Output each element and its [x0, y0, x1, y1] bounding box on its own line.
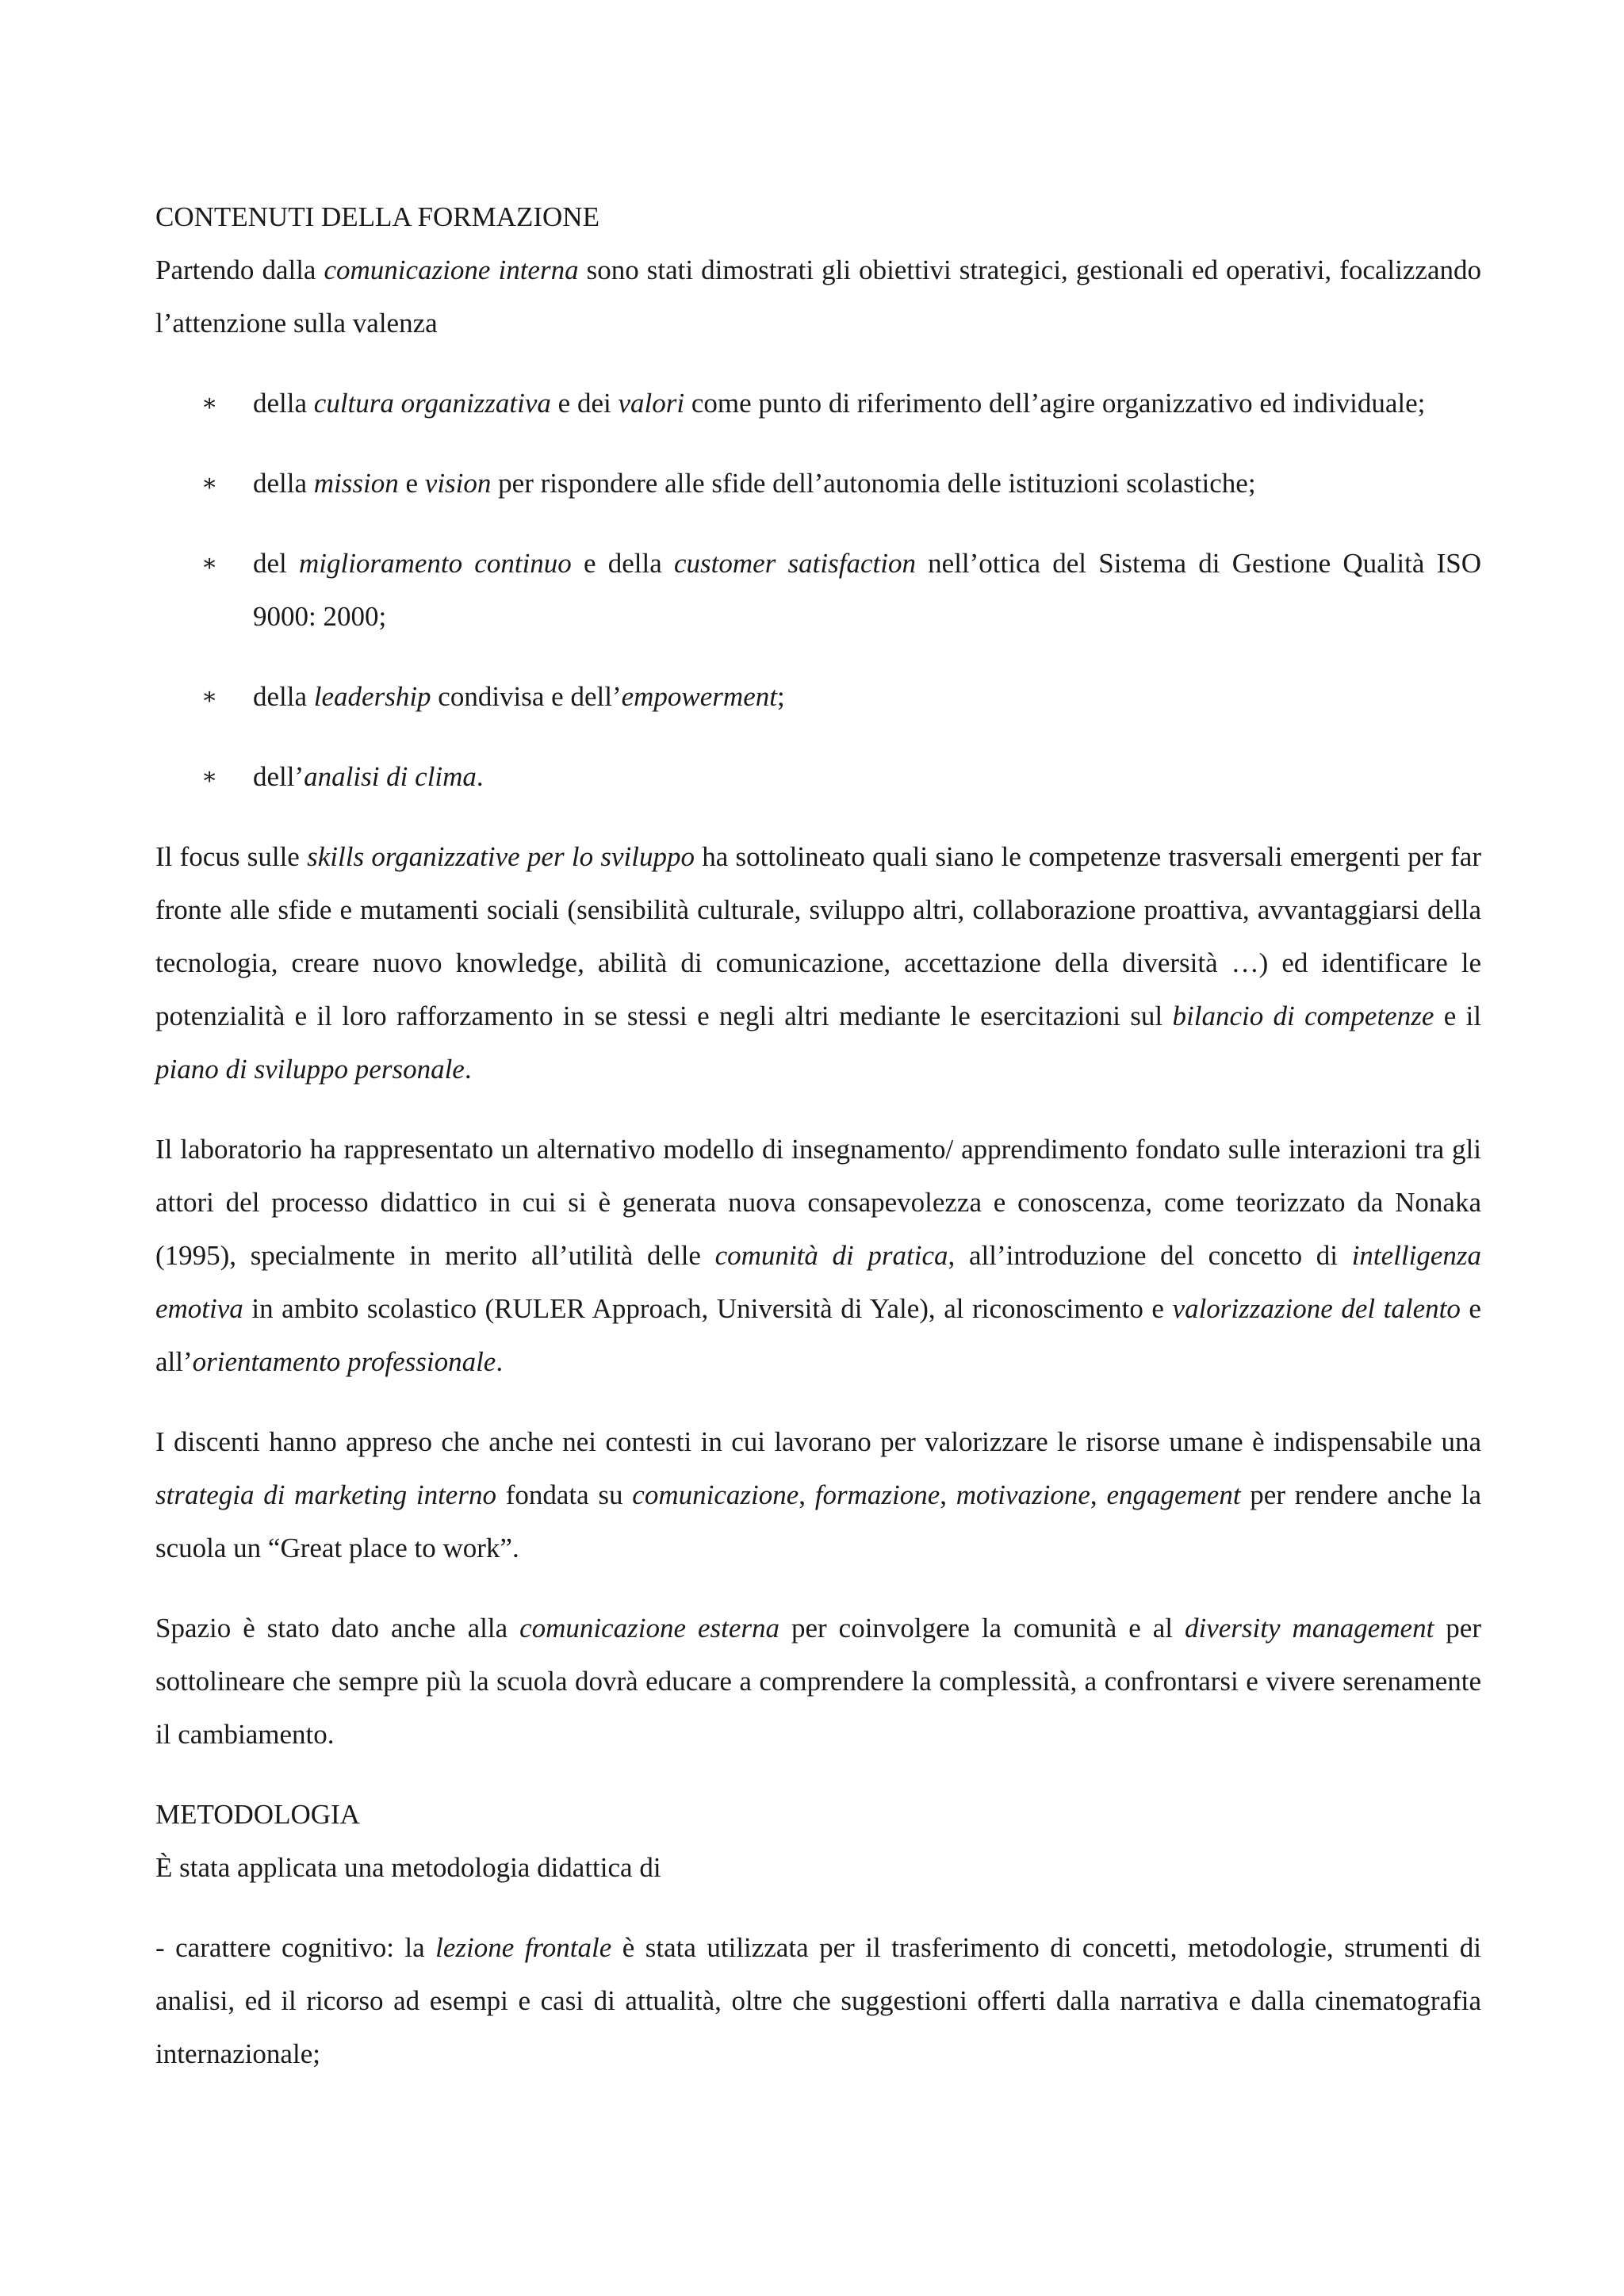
- bullet-text: [253, 681, 785, 712]
- text-run: e all’: [155, 1293, 1481, 1377]
- text-run: Il focus sulle: [155, 841, 308, 872]
- italic-run: valorizzazione del talento: [1172, 1293, 1461, 1324]
- italic-run: analisi di clima: [304, 761, 477, 792]
- asterisk-bullet-icon: ∗: [201, 390, 218, 416]
- bullet-item-cultura: [155, 377, 1481, 430]
- text-run: È stata applicata una metodologia didattica di: [155, 1852, 661, 1883]
- bullet-item-clima: [155, 750, 1481, 803]
- italic-run: bilancio di competenze: [1172, 1001, 1434, 1031]
- text-run: nell’ottica del Sistema di Gestione Qualità ISO 9000: 2000;: [253, 548, 1481, 632]
- text-run: dell’: [253, 761, 304, 792]
- text-run: e dei: [550, 388, 619, 419]
- text-run: per rispondere alle sfide dell’autonomia delle istituzioni scolastiche;: [491, 468, 1256, 499]
- text-run: e il: [1434, 1001, 1482, 1031]
- text-run: ha sottolineato quali siano le competenze trasversali emergenti per far fronte alle sfide e mutamenti sociali (sensibilità culturale, sviluppo altri, collaborazione proattiva, avvantaggiarsi della tecnologia, creare nuovo knowledge, abilità di comunicazione, accettazione della diversità …) ed identificare le potenzialità e il loro rafforzamento in se stessi e negli altri mediante le esercitazioni sul: [155, 841, 1481, 1031]
- text-run: ;: [776, 681, 785, 712]
- italic-run: orientamento professionale: [192, 1346, 496, 1377]
- text-run: ,: [799, 1479, 815, 1510]
- section-heading-contenuti: CONTENUTI DELLA FORMAZIONE: [155, 201, 599, 232]
- italic-run: comunità di pratica: [714, 1240, 948, 1271]
- bullet-list-valenza: [155, 377, 1481, 803]
- paragraph-skills: [155, 830, 1481, 1096]
- text-run: , all’introduzione del concetto di: [948, 1240, 1352, 1271]
- paragraph-intro-metodologia: [155, 1841, 1481, 1894]
- text-run: per rendere anche la scuola un “Great place to work”.: [155, 1479, 1482, 1563]
- italic-run: piano di sviluppo personale: [155, 1054, 465, 1085]
- asterisk-bullet-icon: ∗: [201, 683, 218, 710]
- text-run: fondata su: [496, 1479, 633, 1510]
- italic-run: mission: [313, 468, 399, 499]
- asterisk-bullet-icon: ∗: [201, 763, 218, 790]
- italic-run: customer satisfaction: [674, 548, 916, 579]
- text-run: della: [253, 468, 314, 499]
- text-run: Spazio è stato dato anche alla: [155, 1613, 520, 1644]
- bullet-text: [253, 388, 1425, 419]
- paragraph-carattere-cognitivo: [155, 1921, 1481, 2080]
- text-run: I discenti hanno appreso che anche nei contesti in cui lavorano per valorizzare le risorse umane è indispensabile una: [155, 1426, 1481, 1457]
- text-run: - carattere cognitivo: la: [155, 1932, 436, 1963]
- text-run: come punto di riferimento dell’agire organizzativo ed individuale;: [684, 388, 1426, 419]
- document-page: [155, 190, 1481, 2080]
- bullet-text: [253, 468, 1256, 499]
- italic-run: miglioramento continuo: [298, 548, 572, 579]
- italic-run: leadership: [313, 681, 431, 712]
- italic-run: intelligenza emotiva: [155, 1240, 1481, 1324]
- asterisk-bullet-icon: ∗: [201, 470, 218, 496]
- italic-run: diversity management: [1184, 1613, 1434, 1644]
- paragraph-spazio: [155, 1601, 1481, 1761]
- text-run: e della: [571, 548, 675, 579]
- bullet-text: [253, 761, 484, 792]
- text-run: sono stati dimostrati gli obiettivi strategici, gestionali ed operativi, focalizzando l’attenzione sulla valenza: [155, 254, 1481, 339]
- italic-run: strategia di marketing interno: [155, 1479, 496, 1510]
- text-run: per sottolineare che sempre più la scuola dovrà educare a comprendere la complessità, a confrontarsi e vivere serenamente il cambiamento.: [155, 1613, 1481, 1750]
- text-run: della: [253, 388, 314, 419]
- text-run: condivisa e dell’: [431, 681, 622, 712]
- bullet-text: [253, 548, 1481, 632]
- text-run: Il laboratorio ha rappresentato un alternativo modello di insegnamento/ apprendimento fondato sulle interazioni tra gli attori del processo didattico in cui si è generata nuova consapevolezza e conoscenza, come teorizzato da Nonaka (1995), specialmente in merito all’utilità delle: [155, 1134, 1481, 1271]
- bullet-item-leadership: [155, 670, 1481, 723]
- text-run: ,: [940, 1479, 956, 1510]
- text-run: ,: [1090, 1479, 1107, 1510]
- text-run: è stata utilizzata per il trasferimento di concetti, metodologie, strumenti di analisi, ed il ricorso ad esempi e casi di attualità, oltre che suggestioni offerti dalla narrativa e dalla cinematografia internazionale;: [155, 1932, 1481, 2069]
- section-heading-metodologia: METODOLOGIA: [155, 1799, 360, 1830]
- text-run: .: [476, 761, 484, 792]
- italic-run: cultura organizzativa: [313, 388, 551, 419]
- paragraph-discenti: [155, 1415, 1481, 1575]
- text-run: Partendo dalla: [155, 254, 324, 285]
- paragraph-intro-contenuti: [155, 243, 1481, 350]
- bullet-item-miglioramento: [155, 537, 1481, 643]
- text-run: .: [496, 1346, 504, 1377]
- bullet-item-mission: [155, 457, 1481, 510]
- text-run: .: [464, 1054, 472, 1085]
- italic-run: empowerment: [621, 681, 777, 712]
- italic-run: vision: [424, 468, 492, 499]
- text-run: per coinvolgere la comunità e al: [779, 1613, 1185, 1644]
- section-metodologia: [155, 1788, 1481, 2080]
- italic-run: formazione: [814, 1479, 940, 1510]
- italic-run: comunicazione interna: [324, 254, 579, 285]
- paragraph-laboratorio: [155, 1123, 1481, 1388]
- italic-run: skills organizzative per lo sviluppo: [307, 841, 695, 872]
- italic-run: comunicazione: [632, 1479, 799, 1510]
- text-run: della: [253, 681, 314, 712]
- text-run: e: [398, 468, 425, 499]
- italic-run: engagement: [1106, 1479, 1241, 1510]
- italic-run: motivazione: [956, 1479, 1090, 1510]
- asterisk-bullet-icon: ∗: [201, 550, 218, 576]
- italic-run: comunicazione esterna: [519, 1613, 780, 1644]
- section-contenuti: [155, 190, 1481, 1761]
- italic-run: valori: [618, 388, 685, 419]
- italic-run: lezione frontale: [435, 1932, 612, 1963]
- text-run: in ambito scolastico (RULER Approach, Università di Yale), al riconoscimento e: [243, 1293, 1173, 1324]
- text-run: del: [253, 548, 299, 579]
